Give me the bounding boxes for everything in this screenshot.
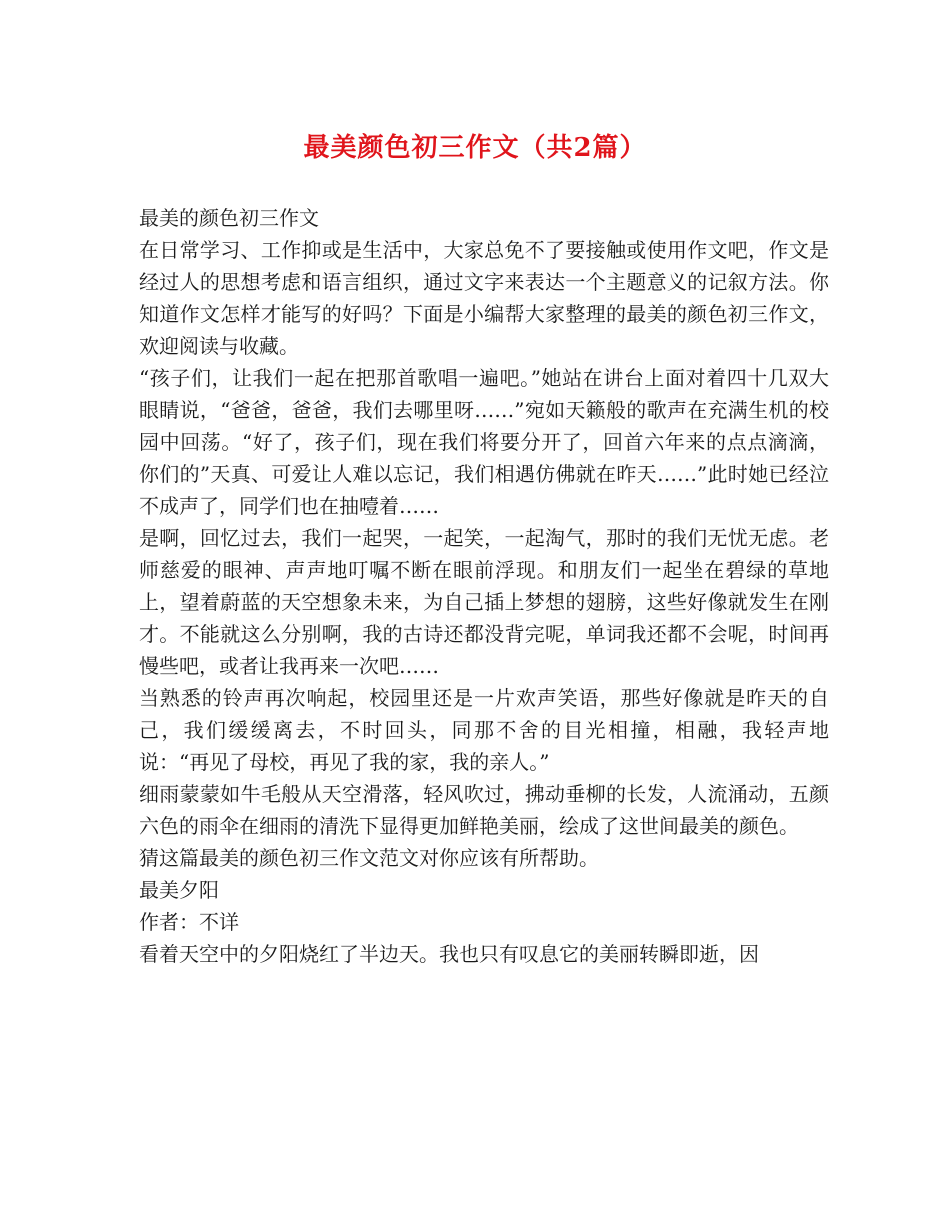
body-paragraph: 细雨蒙蒙如牛毛般从天空滑落，轻风吹过，拂动垂柳的长发，人流涌动，五颜六色的雨伞在细雨的清洗下显得更加鲜艳美丽，绘成了这世间最美的颜色。 <box>139 782 829 838</box>
document-body <box>139 202 829 970</box>
document-title: 最美颜色初三作文（共2篇） <box>303 133 647 163</box>
body-paragraph: 看着天空中的夕阳烧红了半边天。我也只有叹息它的美丽转瞬即逝，因 <box>139 942 759 966</box>
intro-paragraph: 在日常学习、工作抑或是生活中，大家总免不了要接触或使用作文吧，作文是经过人的思想考虑和语言组织，通过文字来表达一个主题意义的记叙方法。你知道作文怎样才能写的好吗？下面是小编帮大家整理的最美的颜色初三作文，欢迎阅读与收藏。 <box>139 238 829 358</box>
body-paragraph: “孩子们，让我们一起在把那首歌唱一遍吧。”她站在讲台上面对着四十几双大眼睛说，“爸爸，爸爸，我们去哪里呀……”宛如天籁般的歌声在充满生机的校园中回荡。“好了，孩子们，现在我们将要分开了，回首六年来的点点滴滴，你们的”天真、可爱让人难以忘记，我们相遇仿佛就在昨天……”此时她已经泣不成声了，同学们也在抽噎着…… <box>139 366 829 518</box>
section-heading: 最美的颜色初三作文 <box>139 206 319 230</box>
body-paragraph: 是啊，回忆过去，我们一起哭，一起笑，一起淘气，那时的我们无忧无虑。老师慈爱的眼神、声声地叮嘱不断在眼前浮现。和朋友们一起坐在碧绿的草地上，望着蔚蓝的天空想象未来，为自己插上梦想的翅膀，这些好像就发生在刚才。不能就这么分别啊，我的古诗还都没背完呢，单词我还都不会呢，时间再慢些吧，或者让我再来一次吧…… <box>139 526 829 678</box>
closing-paragraph: 猜这篇最美的颜色初三作文范文对你应该有所帮助。 <box>139 846 599 870</box>
author-line: 作者：不详 <box>139 910 239 934</box>
second-essay-title: 最美夕阳 <box>139 878 219 902</box>
body-paragraph: 当熟悉的铃声再次响起，校园里还是一片欢声笑语，那些好像就是昨天的自己，我们缓缓离去，不时回头，同那不舍的目光相撞，相融，我轻声地说：“再见了母校，再见了我的家，我的亲人。” <box>139 686 829 774</box>
